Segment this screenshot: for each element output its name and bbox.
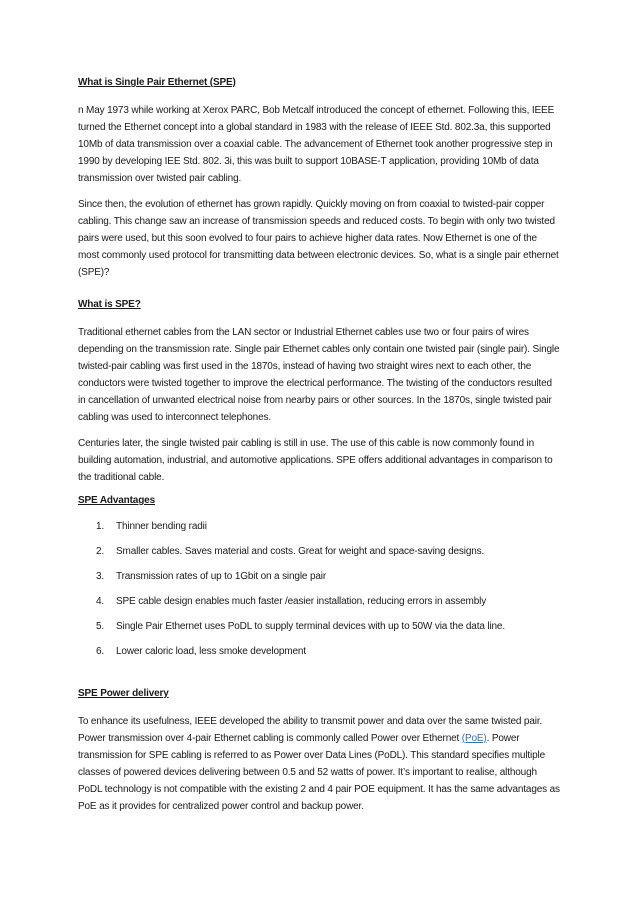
list-item: 5. Single Pair Ethernet uses PoDL to supply terminal devices with up to 50W via the data line. — [96, 621, 505, 632]
heading-what-is-spe: What is SPE? — [78, 299, 141, 310]
section-spe-advantages — [78, 492, 560, 668]
paragraph-history: n May 1973 while working at Xerox PARC, Bob Metcalf introduced the concept of ethernet. Following this, IEEE turned the Ethernet concept into a global standard in 1983 with the release of IEEE Std. 802.3a, this supported 10Mb of data transmission over a coaxial cable. The advancement of Ethernet took another progressive step in 1990 by developing IEE Std. 802. 3i, this was built to support 10BASE-T application, providing 10Mb of data transmission over twisted pair cabling. — [78, 105, 555, 184]
list-item: 4. SPE cable design enables much faster /easier installation, reducing errors in assembly — [96, 596, 487, 607]
list-item: 2. Smaller cables. Saves material and costs. Great for weight and space-saving designs. — [96, 546, 485, 557]
paragraph-centuries-later: Centuries later, the single twisted pair cabling is still in use. The use of this cable is now commonly found in building automation, industrial, and automotive applications. SPE offers additional advantages in comparison to the traditional cable. — [78, 438, 553, 483]
heading-what-is-single-pair-ethernet: What is Single Pair Ethernet (SPE) — [78, 77, 236, 88]
list-item: 3. Transmission rates of up to 1Gbit on a single pair — [96, 571, 327, 582]
paragraph-evolution: Since then, the evolution of ethernet has grown rapidly. Quickly moving on from coaxial to twisted-pair copper cabling. This change saw an increase of transmission speeds and reduced costs. To begin with only two twisted pairs were used, but this soon evolved to four pairs to achieve higher data rates. Now Ethernet is one of the most commonly used protocol for transmitting data between electronic devices. So, what is a single pair ethernet (SPE)? — [78, 199, 559, 278]
section-spe-power-delivery — [78, 685, 560, 815]
paragraph-traditional-cables: Traditional ethernet cables from the LAN sector or Industrial Ethernet cables use two or four pairs of wires depending on the transmission rate. Single pair Ethernet cables only contain one twisted pair (single pair). Single twisted-pair cabling was first used in the 1870s, instead of having two straight wires next to each other, the conductors were twisted together to improve the electrical performance. The twisting of the conductors resulted in cancellation of unwanted electrical noise from nearby pairs or other sources. In the 1870s, single twisted pair cabling was used to interconnect telephones. — [78, 327, 560, 423]
heading-spe-advantages: SPE Advantages — [78, 495, 156, 506]
paragraph-power-delivery: To enhance its usefulness, IEEE developed the ability to transmit power and data over the same twisted pair. Power transmission over 4-pair Ethernet cabling is commonly called Power over Ethernet (PoE). Power transmission for SPE cabling is referred to as Power over Data Lines (PoDL). This standard specifies multiple classes of powered devices delivering between 0.5 and 52 watts of power. It’s important to realise, although PoDL technology is not compatible with the existing 2 and 4 pair POE equipment. It has the same advantages as PoE as it provides for centralized power control and backup power. — [78, 716, 560, 812]
section-what-is-single-pair-ethernet — [78, 74, 560, 281]
heading-spe-power-delivery: SPE Power delivery — [78, 688, 169, 699]
poe-link[interactable]: (PoE) — [461, 733, 487, 744]
advantages-list — [78, 518, 560, 660]
section-what-is-spe — [78, 296, 560, 486]
list-item: 1. Thinner bending radii — [96, 521, 207, 532]
list-item: 6. Lower caloric load, less smoke development — [96, 646, 306, 657]
